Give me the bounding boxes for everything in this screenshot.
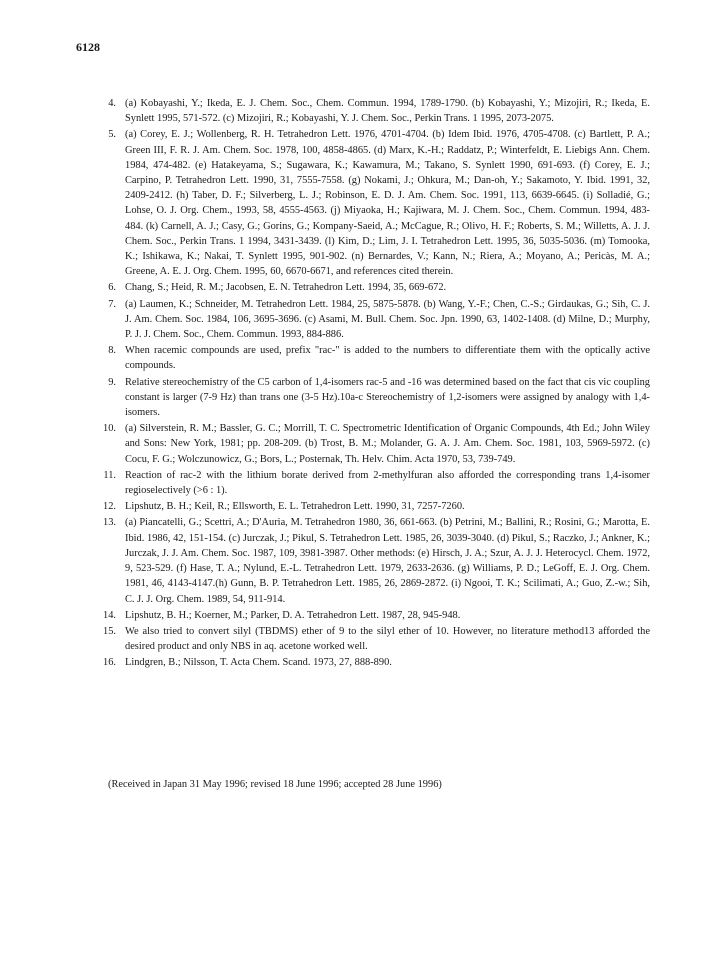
- reference-number: 4.: [108, 98, 116, 109]
- reference-15: [90, 624, 650, 654]
- reference-8: [90, 343, 650, 373]
- page-number: 6128: [76, 40, 100, 54]
- reference-text: Chang, S.; Heid, R. M.; Jacobsen, E. N. Tetrahedron Lett. 1994, 35, 669-672.: [125, 282, 447, 294]
- reference-5: [90, 127, 650, 279]
- reference-4: [90, 96, 650, 126]
- reference-text: (a) Silverstein, R. M.; Bassler, G. C.; Morrill, T. C. Spectrometric Identification of Organic Compounds, 4th Ed.; John Wiley and Sons: New York, 1981; pp. 208-209. (b) Trost, B. M.; Molander, G. A. J. Am. Chem. Soc. 1981, 103, 5969-5972. (c) Cocu, F. G.; Wolczunowicz, G.; Bors, L.; Posternak, Th. Helv. Chim. Acta 1970, 53, 739-749.: [125, 423, 650, 465]
- reference-number: 11.: [103, 469, 116, 481]
- reference-16: [90, 655, 650, 670]
- reference-number: 8.: [108, 345, 116, 357]
- reference-number: 10.: [103, 423, 116, 435]
- reference-number: 6.: [108, 282, 116, 294]
- reference-12: [90, 499, 650, 514]
- reference-text: Lipshutz, B. H.; Koerner, M.; Parker, D. A. Tetrahedron Lett. 1987, 28, 945-948.: [125, 609, 461, 621]
- reference-text: Lipshutz, B. H.; Keil, R.; Ellsworth, E. L. Tetrahedron Lett. 1990, 31, 7257-7260.: [125, 501, 465, 513]
- reference-text: Lindgren, B.; Nilsson, T. Acta Chem. Scand. 1973, 27, 888-890.: [125, 657, 392, 669]
- reference-14: [90, 608, 650, 623]
- reference-number: 5.: [108, 129, 116, 141]
- reference-9: [90, 375, 650, 421]
- received-dates-note: (Received in Japan 31 May 1996; revised 18 June 1996; accepted 28 June 1996): [108, 779, 442, 790]
- reference-text: (a) Corey, E. J.; Wollenberg, R. H. Tetrahedron Lett. 1976, 4701-4704. (b) Idem Ibid. 1976, 4705-4708. (c) Bartlett, P. A.; Green III, F. R. J. Am. Chem. Soc. 1978, 100, 4858-4865. (d) Marx, K.-H.; Raddatz, P.; Winterfeldt, E. Liebigs Ann. Chem. 1984, 474-482. (e) Hatakeyama, S.; Sugawara, K.; Kawamura, M.; Takano, S. Synlett 1990, 691-693. (f) Corey, E. J.; Carpino, P. Tetrahedron Lett. 1990, 31, 7555-7558. (g) Nokami, J.; Ohkura, M.; Dan-oh, Y.; Sakamoto, Y. Ibid. 1991, 32, 2409-2412. (h) Taber, D. F.; Silverberg, L. J.; Robinson, E. D. J. Am. Chem. Soc. 1991, 113, 6639-6645. (i) Solladié, G.; Lohse, O. J. Org. Chem., 1993, 58, 4555-4563. (j) Miyaoka, H.; Kajiwara, M. J. Chem. Soc., Chem. Commun. 1994, 483-484. (k) Carnell, A. J.; Casy, G.; Gorins, G.; Kompany-Saeid, A.; McCague, R.; Olivo, H. F.; Roberts, S. M.; Willetts, A. J. J. Chem. Soc., Perkin Trans. 1 1994, 3431-3439. (l) Kim, D.; Lim, J. I. Tetrahedron Lett. 1995, 36, 5035-5036. (m) Tomooka, K.; Ishikawa, K.; Nakai, T. Synlett 1995, 901-902. (n) Bernardes, V.; Kann, N.; Riera, A.; Moyano, A.; Pericàs, M. A.; Greene, A. E. J. Org. Chem. 1995, 60, 6670-6671, and references cited therein.: [125, 129, 650, 278]
- reference-text: (a) Laumen, K.; Schneider, M. Tetrahedron Lett. 1984, 25, 5875-5878. (b) Wang, Y.-F.; Chen, C.-S.; Girdaukas, G.; Sih, C. J. J. Am. Chem. Soc. 1984, 106, 3695-3696. (c) Asami, M. Bull. Chem. Soc. Jpn. 1990, 63, 1402-1408. (d) Milne, D.; Murphy, P. J. J. Chem. Soc., Chem. Commun. 1993, 884-886.: [125, 298, 650, 341]
- reference-10: [90, 421, 650, 467]
- reference-number: 13.: [103, 517, 116, 529]
- reference-list: [90, 96, 650, 672]
- reference-number: 15.: [103, 625, 116, 637]
- reference-text: When racemic compounds are used, prefix "rac-" is added to the numbers to differentiate them with the optically active compounds.: [125, 345, 650, 372]
- reference-13: [90, 515, 650, 606]
- reference-text: Relative stereochemistry of the C5 carbon of 1,4-isomers rac-5 and -16 was determined based on the fact that cis vic coupling constant is larger (7-9 Hz) than trans one (3-5 Hz).10a-c Stereochemistry of 1,2-isomers were assigned by analogy with 1,4-isomers.: [125, 376, 650, 419]
- reference-7: [90, 297, 650, 343]
- reference-number: 12.: [103, 501, 116, 513]
- reference-text: We also tried to convert silyl (TBDMS) ether of 9 to the silyl ether of 10. However, no literature method13 afforded the desired product and only NBS in aq. acetone worked well.: [125, 625, 650, 653]
- reference-text: (a) Piancatelli, G.; Scettri, A.; D'Auria, M. Tetrahedron 1980, 36, 661-663. (b) Petrini, M.; Ballini, R.; Rosini, G.; Marotta, E. Ibid. 1986, 42, 151-154. (c) Jurczak, J.; Pikul, S. Tetrahedron Lett. 1985, 26, 3039-3040. (d) Pikul, S.; Raczko, J.; Ankner, K.; Jurczak, J. J. Am. Chem. Soc. 1987, 109, 3981-3987. Other methods: (e) Hirsch, J. A.; Szur, A. J. J. Heterocycl. Chem. 1972, 9, 523-529. (f) Hase, T. A.; Nylund, E.-L. Tetrahedron Lett. 1979, 2633-2636. (g) Williams, P. D.; LeGoff, E. J. Org. Chem. 1981, 46, 4143-4147.(h) Gunn, B. P. Tetrahedron Lett. 1985, 26, 2869-2872. (i) Ngooi, T. K.; Scilimati, A.; Guo, Z.-w.; Sih, C. J. J. Org. Chem. 1989, 54, 911-914.: [125, 517, 650, 605]
- reference-text: (a) Kobayashi, Y.; Ikeda, E. J. Chem. Soc., Chem. Commun. 1994, 1789-1790. (b) Kobayashi, Y.; Mizojiri, R.; Ikeda, E. Synlett 1995, 571-572. (c) Mizojiri, R.; Kobayashi, Y. J. Chem. Soc., Perkin Trans. 1 1995, 2073-2075.: [125, 98, 650, 125]
- reference-number: 16.: [103, 657, 116, 669]
- reference-number: 14.: [103, 609, 116, 621]
- reference-11: [90, 468, 650, 498]
- reference-number: 9.: [108, 376, 116, 388]
- reference-number: 7.: [108, 298, 116, 310]
- reference-text: Reaction of rac-2 with the lithium borate derived from 2-methylfuran also afforded the corresponding trans 1,4-isomer regioselectively (>6 : 1).: [125, 469, 650, 497]
- reference-6: [90, 280, 650, 295]
